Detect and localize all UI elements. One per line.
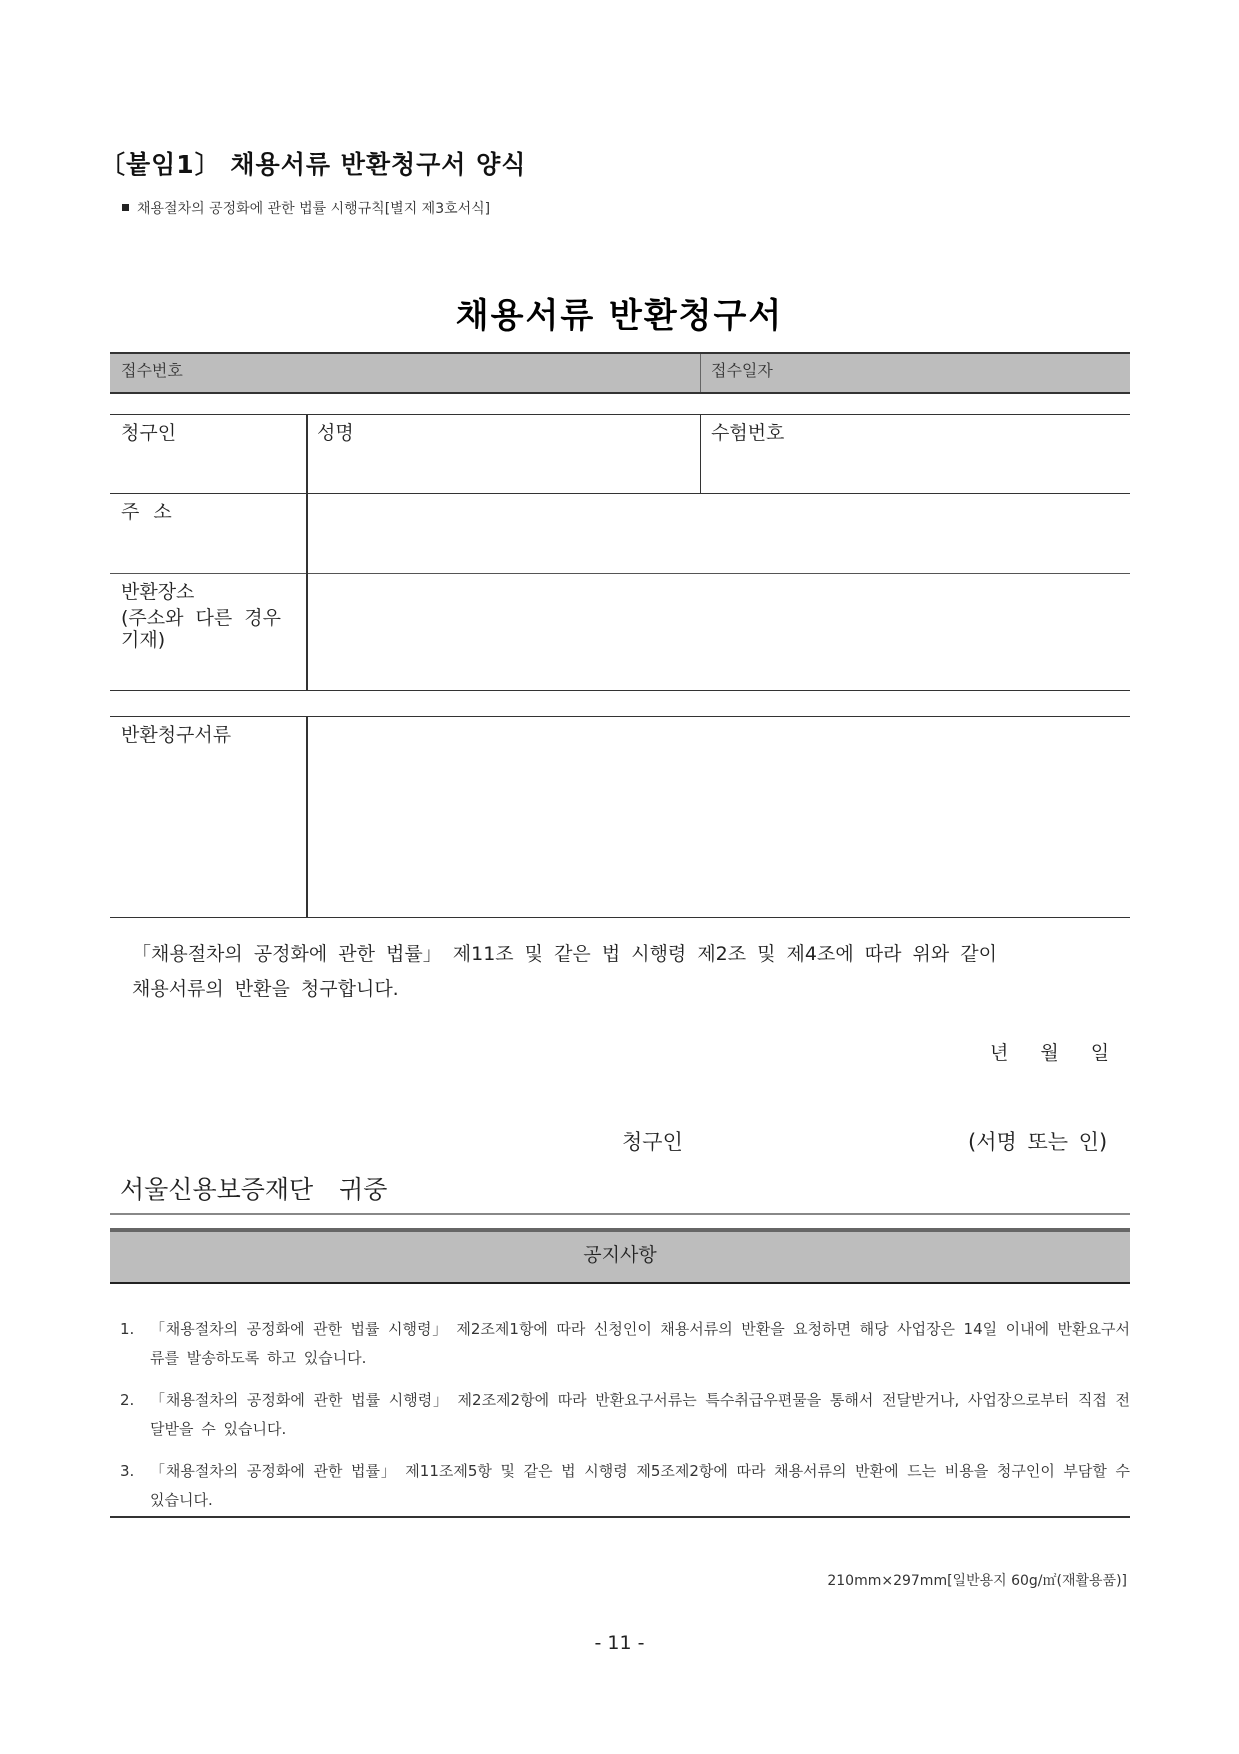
divider xyxy=(110,392,1130,394)
request-statement xyxy=(132,937,1132,1007)
legal-basis-text: 채용절차의 공정화에 관한 법률 시행규칙[별지 제3호서식] xyxy=(137,201,491,217)
address-field[interactable] xyxy=(308,494,1130,573)
paper-spec: 210mm×297mm[일반용지 60g/㎡(재활용품)] xyxy=(827,1573,1127,1589)
notice-item xyxy=(120,1457,1130,1515)
attachment-title: 〔붙임1〕 채용서류 반환청구서 양식 xyxy=(100,150,527,179)
recipient: 서울신용보증재단 귀중 xyxy=(120,1175,388,1204)
notice-number: 1. xyxy=(120,1320,135,1338)
documents-label: 반환청구서류 xyxy=(121,724,232,746)
date-line[interactable]: 년 월 일 xyxy=(990,1042,1110,1064)
return-place-label: 반환장소 xyxy=(121,581,195,603)
form-title: 채용서류 반환청구서 xyxy=(455,296,784,336)
notice-item xyxy=(120,1386,1130,1444)
divider xyxy=(110,1516,1130,1518)
divider xyxy=(110,414,1130,415)
divider xyxy=(700,414,701,493)
divider xyxy=(110,352,1130,354)
square-bullet-icon xyxy=(122,204,129,211)
notice-item xyxy=(120,1315,1130,1373)
return-place-note-2: 기재) xyxy=(121,629,166,651)
receipt-bar xyxy=(110,354,1130,392)
statement-line-1: 「채용절차의 공정화에 관한 법률」 제11조 및 같은 법 시행령 제2조 및 제4조에 따라 위와 같이 xyxy=(132,943,997,965)
divider xyxy=(700,354,701,392)
documents-field[interactable] xyxy=(308,717,1130,917)
legal-basis-note xyxy=(122,198,490,218)
divider xyxy=(110,917,1130,918)
name-field[interactable]: 성명 xyxy=(317,422,354,444)
exam-number-field[interactable]: 수험번호 xyxy=(711,422,785,444)
notice-number: 3. xyxy=(120,1462,135,1480)
signature-field[interactable]: (서명 또는 인) xyxy=(968,1130,1108,1154)
notice-title: 공지사항 xyxy=(583,1244,657,1266)
divider xyxy=(110,690,1130,691)
address-label: 주 소 xyxy=(121,501,172,523)
notice-text: 「채용절차의 공정화에 관한 법률 시행령」 제2조제2항에 따라 반환요구서류는 특수취급우편물을 통해서 전달받거나, 사업장으로부터 직접 전달받을 수 있습니다. xyxy=(150,1391,1130,1438)
statement-line-2: 채용서류의 반환을 청구합니다. xyxy=(132,978,399,1000)
notice-list xyxy=(120,1315,1130,1528)
divider xyxy=(110,1213,1130,1215)
receipt-number-field[interactable]: 접수번호 xyxy=(121,361,183,380)
notice-text: 「채용절차의 공정화에 관한 법률」 제11조제5항 및 같은 법 시행령 제5조제2항에 따라 채용서류의 반환에 드는 비용을 청구인이 부담할 수 있습니다. xyxy=(150,1462,1130,1509)
return-place-field[interactable] xyxy=(308,574,1130,690)
applicant-label: 청구인 xyxy=(121,422,177,444)
notice-number: 2. xyxy=(120,1391,135,1409)
notice-text: 「채용절차의 공정화에 관한 법률 시행령」 제2조제1항에 따라 신청인이 채용서류의 반환을 요청하면 해당 사업장은 14일 이내에 반환요구서류를 발송하도록 하고 있습니다. xyxy=(150,1320,1130,1367)
claimant-label: 청구인 xyxy=(622,1130,683,1154)
return-place-note-1: (주소와 다른 경우 xyxy=(121,607,281,629)
page-number: - 11 - xyxy=(594,1632,645,1654)
receipt-date-field[interactable]: 접수일자 xyxy=(711,361,773,380)
